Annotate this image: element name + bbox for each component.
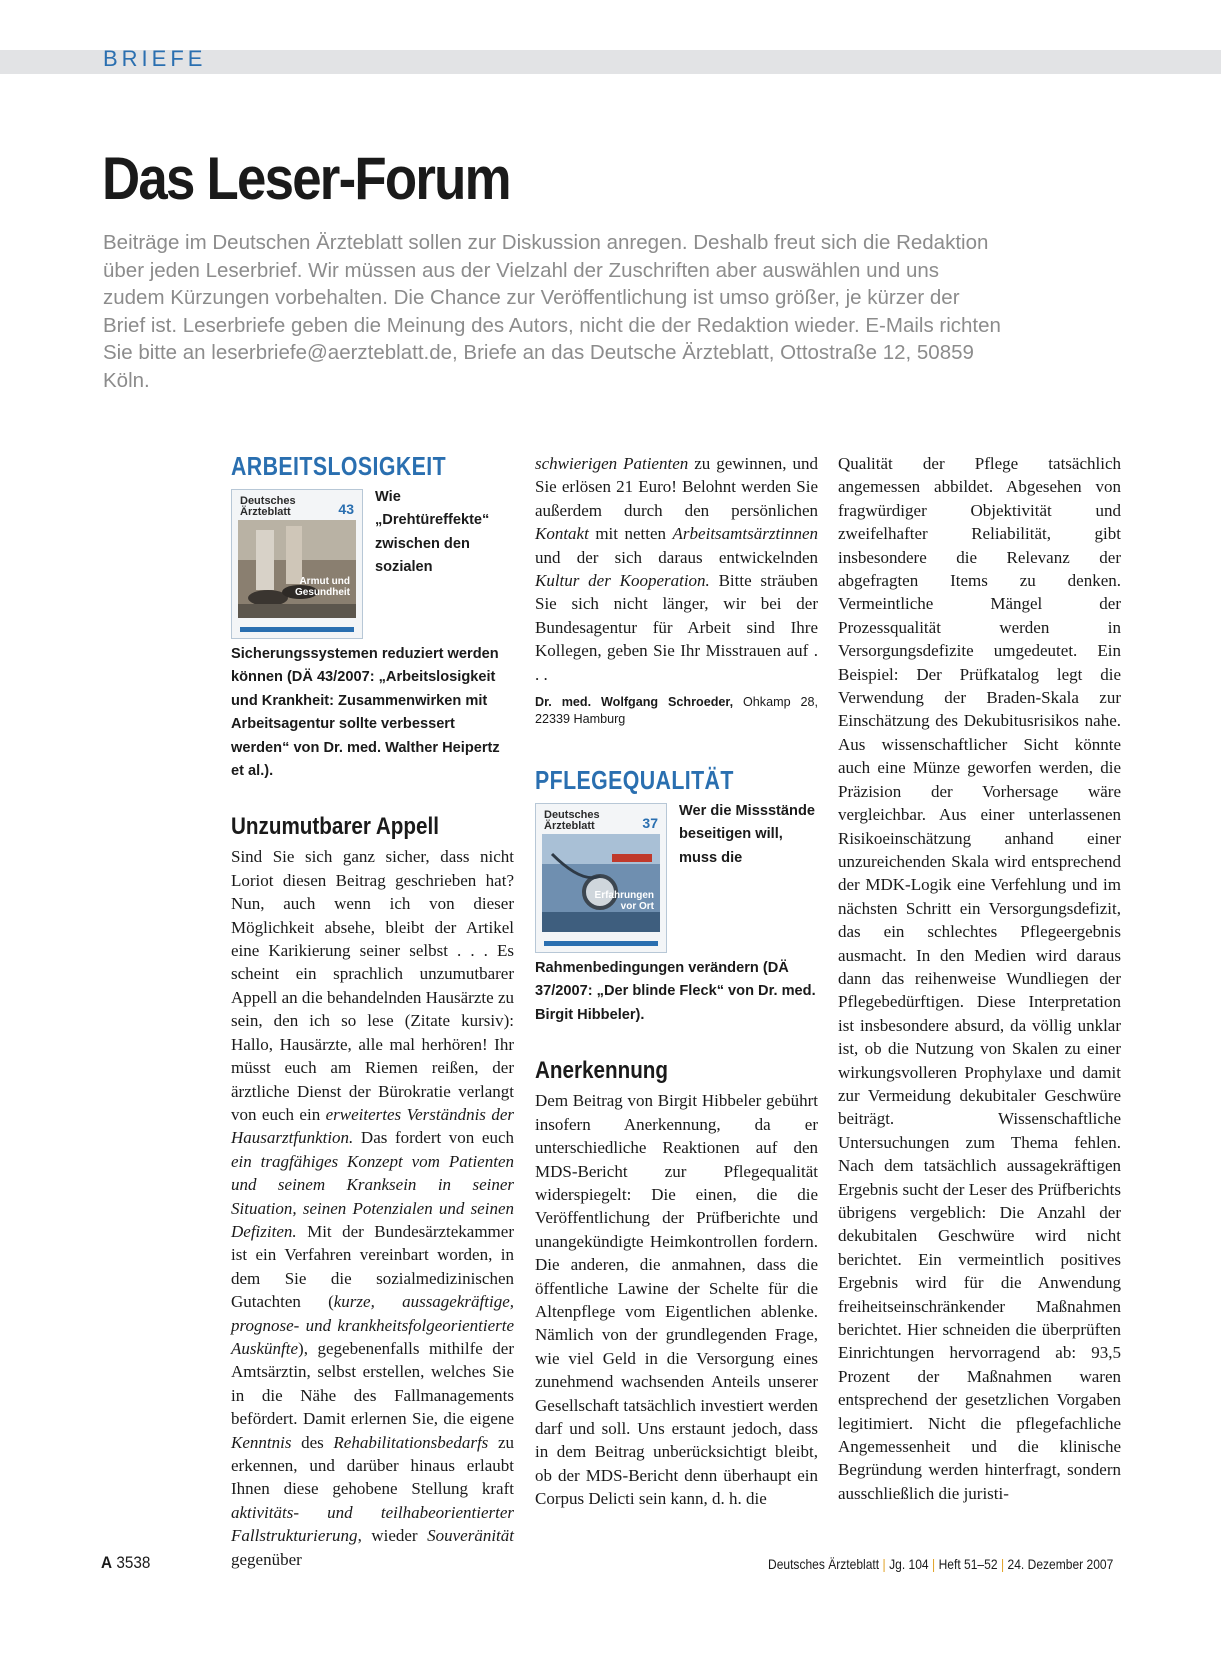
cover-photo-title: Armut und Gesundheit (294, 576, 350, 598)
cover-logo: Deutsches Ärzteblatt (240, 495, 296, 518)
column-1 (231, 452, 514, 1571)
letter-heading-1: Unzumutbarer Appell (231, 813, 439, 841)
topic-label-pflegequalitaet: PFLEGEQUALITÄT (535, 765, 734, 796)
teaser-box-2 (535, 800, 818, 1027)
cover-logo: Deutsches Ärzteblatt (544, 809, 600, 833)
cover-footer-bar (544, 941, 658, 946)
cover-issue-number: 37 (642, 815, 658, 832)
teaser-text-2: Wer die Missstände beseitigen will, muss die Rahmenbedingungen verändern (DÄ 37/2007: „Der blinde Fleck“ von Dr. med. Birgit Hibbeler). (535, 803, 816, 1023)
page-title: Das Leser-Forum (102, 145, 510, 212)
teaser-text-1: Wie „Drehtüreffekte“ zwischen den sozialen Sicherungssystemen reduziert werden können (DÄ 43/2007: „Arbeitslosigkeit und Krankheit: Zusammenwirken mit Arbeitsagentur sollte verbessert werden“ von Dr. med. Walther Heipertz et al.). (231, 489, 500, 780)
journal-footer: Deutsches Ärzteblatt | Jg. 104 | Heft 51–52 | 24. Dezember 2007 (768, 1556, 1114, 1572)
letter-signature-1: Dr. med. Wolfgang Schroeder, Ohkamp 28, 22339 Hamburg (535, 695, 818, 727)
page-number: A 3538 (101, 1553, 151, 1572)
cover-footer-bar (240, 627, 354, 632)
letter-body-1-continued: schwierigen Patienten zu gewinnen, und Sie erlösen 21 Euro! Belohnt werden Sie außerdem durch den persönlichen Kontakt mit netten Arbeitsamtsärztinnen und der sich daraus entwickelnden Kultur der Kooperation. Bitte sträuben Sie sich nicht länger, wir bei der Bundesagentur für Arbeit sind Ihre Kollegen, geben Sie Ihr Misstrauen auf . . . (535, 454, 818, 684)
letter-body-1: Sind Sie sich ganz sicher, dass nicht Loriot diesen Beitrag geschrieben hat? Nun, auch wenn ich von dieser Möglichkeit absehe, bleibt der Artikel eine Karikierung seiner selbst . . . Es scheint ein sprachlich unzumutbarer Appell an die behandelnden Hausärzte zu sein, den ich so lese (Zitate kursiv): Hallo, Hausärzte, alle mal herhören! Ihr müsst euch am Riemen reißen, der ärztliche Dienst der Bürokratie verlangt von euch ein erweitertes Verständnis der Hausarztfunktion. Das fordert von euch ein tragfähiges Konzept vom Patienten und seinem Kranksein in seiner Situation, seinen Potenzialen und seinen Defiziten. Mit der Bundesärztekammer ist ein Verfahren vereinbart worden, in dem Sie die sozialmedizinischen Gutachten (kurze, aussagekräftige, prognose- und krankheitsfolgeorientierte Auskünfte), gegebenenfalls mithilfe der Amtsärztin, selbst erstellen, welches Sie in die Nähe des Fallmanagements befördert. Damit erlernen Sie, die eigene Kenntnis des Rehabilitationsbedarfs zu erkennen, und darüber hinaus erlaubt Ihnen diese gehobene Stellung kraft aktivitäts- und teilhabeorientierter Fallstrukturierung, wieder Souveränität gegenüber (231, 847, 514, 1569)
intro-text: Beiträge im Deutschen Ärzteblatt sollen zur Diskussion anregen. Deshalb freut sich die Redaktion über jeden Leserbrief. Wir müssen aus der Vielzahl der Zuschriften aber auswählen und uns zudem Kürzungen vorbehalten. Die Chance zur Veröffentlichung ist umso größer, je kürzer der Brief ist. Leserbriefe geben die Meinung des Autors, nicht die der Redaktion wieder. E-Mails richten Sie bitte an leserbriefe@aerzteblatt.de, Briefe an das Deutsche Ärzteblatt, Ottostraße 12, 50859 Köln. (103, 231, 1001, 392)
column-2 (535, 452, 818, 1511)
letter-body-2: Dem Beitrag von Birgit Hibbeler gebührt insofern Anerkennung, da er unterschiedliche Reaktionen auf den MDS-Bericht zur Pflegequalität widerspiegelt: Die einen, die die Veröffentlichung der Prüfberichte und unangekündigte Heimkontrollen fordern. Die anderen, die anmahnen, dass die öffentliche Lawine der Schelte für die Altenpflege vom Eigentlichen ablenke. Nämlich von der grundlegenden Frage, wie viel Geld in die Versorgung eines zunehmend wachsenden Anteils unserer Gesellschaft tatsächlich investiert werden darf und soll. Uns erstaunt jedoch, dass in dem Beitrag unberücksichtigt bleibt, ob der MDS-Bericht denn überhaupt ein Corpus Delicti sein kann, d. h. die (535, 1091, 818, 1509)
letter-body-2-continued: Qualität der Pflege tatsächlich angemessen abbildet. Abgesehen von fragwürdiger Objektivität und zweifelhafter Reliabilität, gibt insbesondere die Relevanz der abgefragten Items zu denken. Vermeintliche Mängel der Prozessqualität werden in Versorgungsdefizite umgedeutet. Ein Beispiel: Der Prüfkatalog legt die Verwendung der Braden-Skala zur Einschätzung des Dekubitusrisikos nahe. Aus wissenschaftlicher Sicht könnte auch eine Münze geworfen werden, die Präzision der Vorhersage wäre vergleichbar. Aus einer unterlassenen Risikoeinschätzung anhand einer unzureichenden Skala wird entsprechend der MDK-Logik eine Verfehlung und im nächsten Schritt ein Versorgungsdefizit, das ein schlechtes Pflegeergebnis ausmacht. In den Medien wird daraus dann das reihenweise Wundliegen der Pflegebedürftigen. Diese Interpretation ist insbesondere absurd, da völlig unklar ist, ob die Nutzung von Skalen zu einer wirkungsvolleren Prophylaxe und damit zur Vermeidung dekubitaler Geschwüre beiträgt. Wissenschaftliche Untersuchungen zum Thema fehlen. Nach dem tatsächlich aussagekräftigen Ergebnis sucht der Leser des Prüfberichts übrigens vergeblich: Die Anzahl der dekubitalen Geschwüre wird nicht berichtet. Ein vermeintlich positives Ergebnis wird für die Anwendung freiheitseinschränkender Maßnahmen berichtet. Hier schneiden die überprüften Einrichtungen hervorragend ab: 93,5 Prozent der Maßnahmen waren entsprechend der gesetzlichen Vorgaben legitimiert. Nicht die pflegefachliche Angemessenheit und die klinische Begründung werden hinterfragt, sondern ausschließlich die juristi- (838, 454, 1121, 1503)
letter-heading-2: Anerkennung (535, 1057, 669, 1085)
magazine-cover-43 (231, 489, 363, 639)
cover-photo-title: Erfahrungen vor Ort (594, 890, 654, 913)
cover-issue-number: 43 (338, 501, 354, 517)
section-label: BRIEFE (103, 46, 207, 71)
magazine-cover-37 (535, 803, 667, 953)
cover-photo-walking-feet (238, 520, 356, 618)
topic-label-arbeitslosigkeit: ARBEITSLOSIGKEIT (231, 451, 447, 481)
teaser-box-1 (231, 486, 514, 783)
column-3 (838, 452, 1121, 1505)
cover-photo-stethoscope (542, 834, 660, 932)
